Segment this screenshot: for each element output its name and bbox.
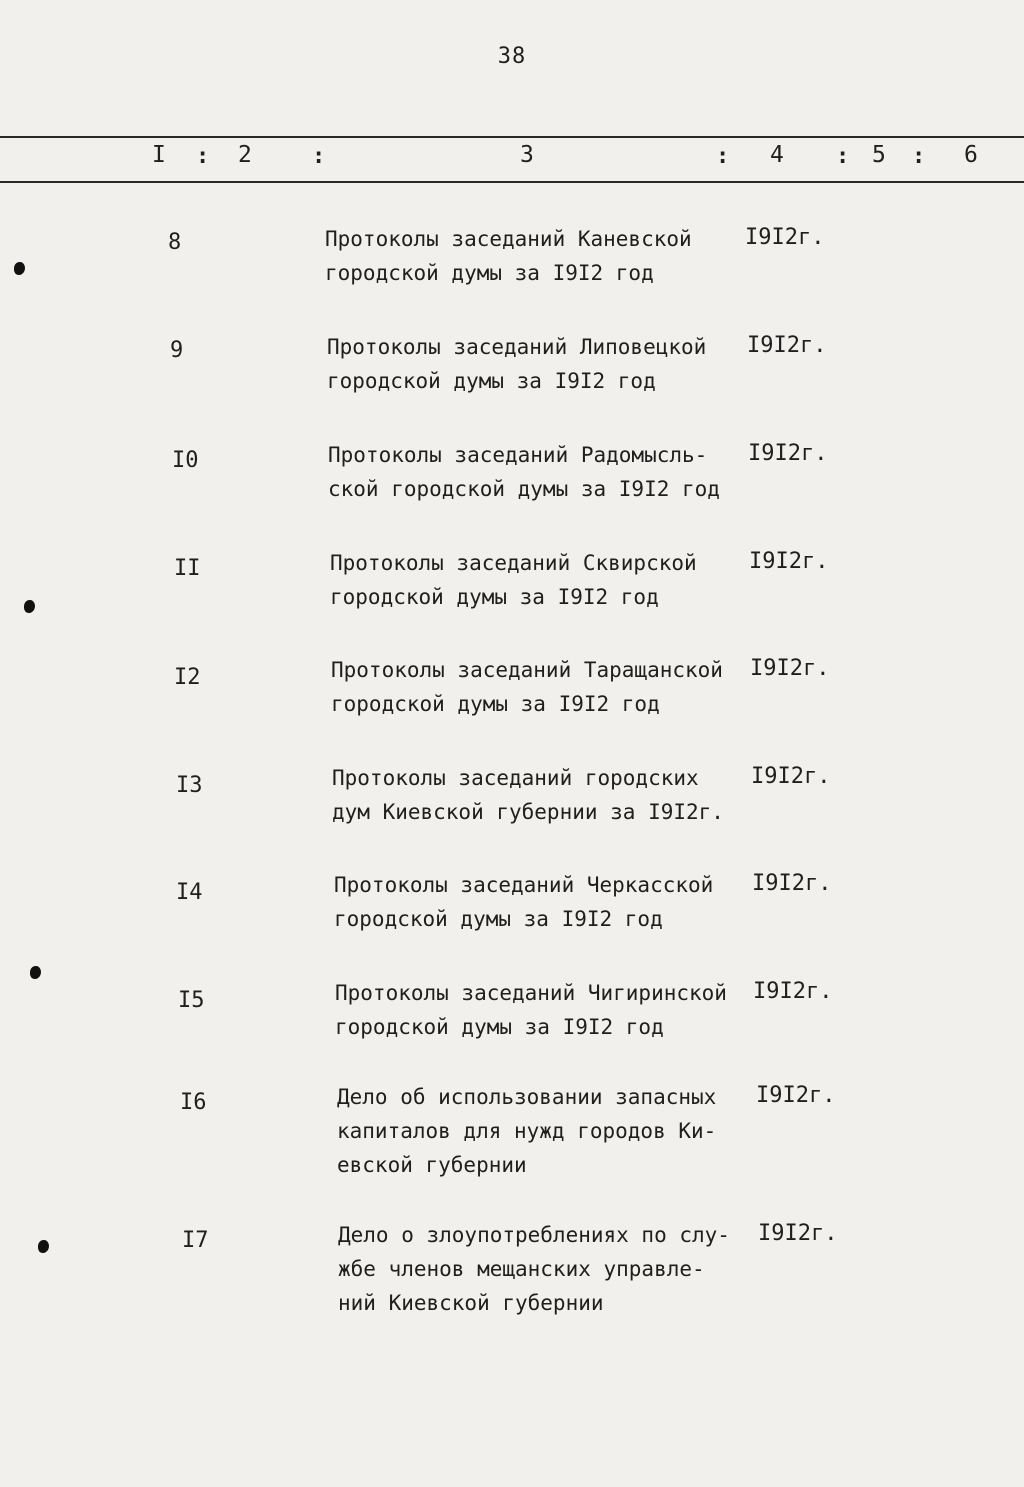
row-number: I2 [174, 665, 201, 690]
row-number: I5 [178, 988, 205, 1013]
row-title-line: городской думы за I9I2 год [325, 261, 654, 285]
row-title-line: Протоколы заседаний Сквирской [330, 551, 697, 575]
row-date: I9I2г. [756, 1083, 836, 1108]
row-title-line: жбе членов мещанских управле- [338, 1257, 705, 1281]
column-separator: : [836, 144, 850, 169]
row-title-line: городской думы за I9I2 год [334, 907, 663, 931]
row-title-line: Протоколы заседаний Радомысль- [328, 443, 708, 467]
page-number: 38 [497, 44, 527, 69]
column-header-6: 6 [964, 142, 978, 168]
row-title [325, 222, 692, 290]
row-title [332, 761, 724, 829]
binder-hole-mark [14, 262, 25, 275]
row-title [338, 1218, 730, 1320]
row-title-line: Протоколы заседаний Черкасской [334, 873, 714, 897]
row-title-line: капиталов для нужд городов Ки- [337, 1119, 717, 1143]
row-title-line: городской думы за I9I2 год [330, 585, 659, 609]
column-header-5: 5 [872, 142, 886, 168]
row-title-line: Дело об использовании запасных [337, 1085, 717, 1109]
column-header-1: I [152, 142, 166, 168]
row-title-line: городской думы за I9I2 год [331, 692, 660, 716]
row-title-line: городской думы за I9I2 год [335, 1015, 664, 1039]
row-title [327, 330, 706, 398]
row-title-line: Протоколы заседаний Таращанской [331, 658, 723, 682]
column-separator: : [716, 144, 730, 169]
row-title [331, 653, 723, 721]
row-title-line: Протоколы заседаний Каневской [325, 227, 692, 251]
row-date: I9I2г. [753, 979, 833, 1004]
row-date: I9I2г. [758, 1221, 838, 1246]
row-title [337, 1080, 716, 1182]
column-header-3: 3 [520, 142, 534, 168]
row-title-line: дум Киевской губернии за I9I2г. [332, 800, 724, 824]
row-date: I9I2г. [752, 871, 832, 896]
row-date: I9I2г. [745, 225, 825, 250]
row-title [328, 438, 720, 506]
row-title-line: Протоколы заседаний городских [332, 766, 699, 790]
binder-hole-mark [38, 1240, 49, 1253]
binder-hole-mark [30, 966, 41, 979]
row-title [334, 868, 713, 936]
row-number: I7 [182, 1228, 209, 1253]
binder-hole-mark [24, 600, 35, 613]
row-title-line: Протоколы заседаний Липовецкой [327, 335, 707, 359]
column-header-4: 4 [770, 142, 784, 168]
row-date: I9I2г. [747, 333, 827, 358]
row-number: I6 [180, 1090, 207, 1115]
row-title-line: Протоколы заседаний Чигиринской [335, 981, 727, 1005]
row-number: I0 [172, 448, 199, 473]
row-date: I9I2г. [751, 764, 831, 789]
row-number: I3 [176, 773, 203, 798]
row-number: I4 [176, 880, 203, 905]
row-date: I9I2г. [748, 441, 828, 466]
row-title-line: городской думы за I9I2 год [327, 369, 656, 393]
column-separator: : [912, 144, 926, 169]
row-number: 8 [168, 230, 182, 255]
row-title-line: ний Киевской губернии [338, 1291, 604, 1315]
row-title-line: евской губернии [337, 1153, 527, 1177]
row-number: 9 [170, 338, 184, 363]
column-header-2: 2 [238, 142, 252, 168]
row-title-line: Дело о злоупотреблениях по слу- [338, 1223, 730, 1247]
row-title [330, 546, 697, 614]
column-separator: : [196, 144, 210, 169]
row-date: I9I2г. [750, 656, 830, 681]
row-date: I9I2г. [749, 549, 829, 574]
row-title-line: ской городской думы за I9I2 год [328, 477, 720, 501]
row-number: II [174, 556, 201, 581]
header-rule-bottom [0, 181, 1024, 183]
row-title [335, 976, 727, 1044]
header-rule-top [0, 136, 1024, 138]
column-separator: : [312, 144, 326, 169]
